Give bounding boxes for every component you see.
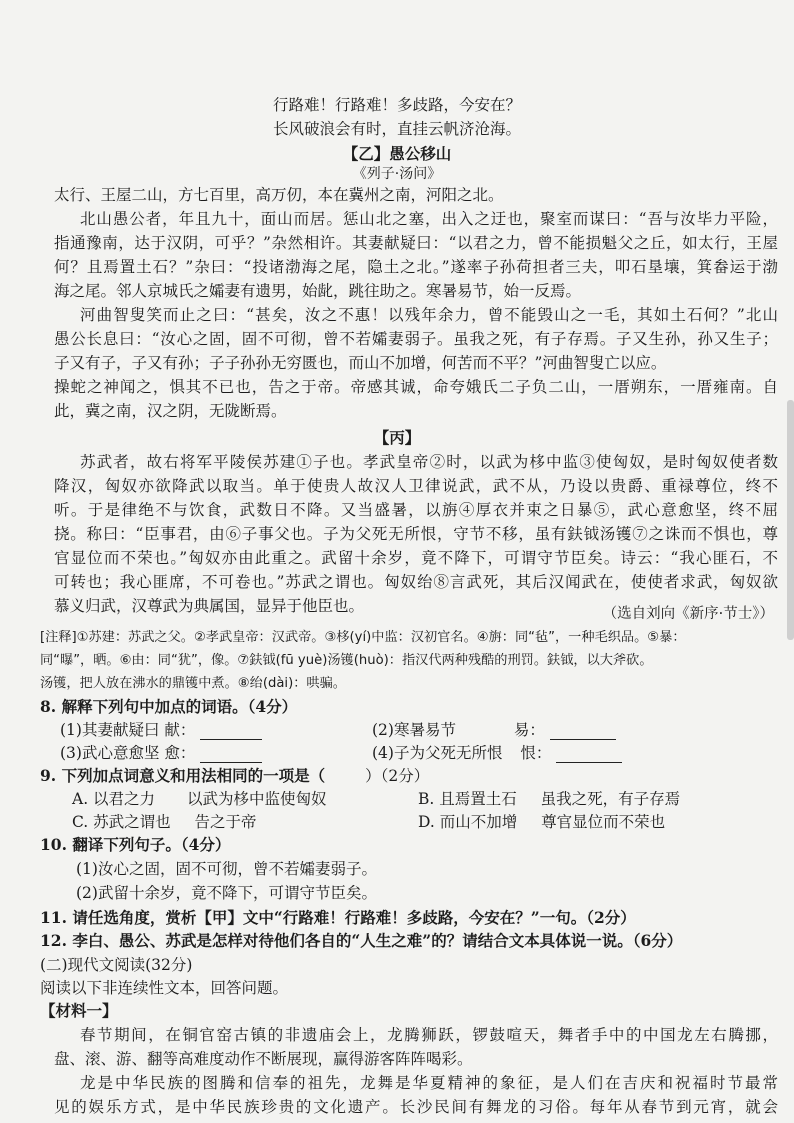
q9-option-b-label: B. 且焉置土石: [418, 790, 517, 808]
q8-answer-1[interactable]: [200, 723, 262, 740]
q9-option-a-pair: 以武为栘中监使匈奴: [186, 790, 327, 808]
q9-option-d-label: D. 而山不加增: [418, 813, 518, 831]
yi-p2-l4: 海之尾。邻人京城氏之孀妻有遗男，始龀，跳往助之。寒暑易节，始一反焉。: [54, 282, 582, 300]
yi-heading: 【乙】愚公移山: [342, 144, 452, 163]
notes-line-3: 汤镬，把人放在沸水的鼎镬中煮。⑧绐(dài)：哄骗。: [40, 676, 346, 691]
q9-option-c-label: C. 苏武之谓也: [72, 813, 171, 831]
q9-option-a[interactable]: [72, 789, 326, 809]
q8-item-1-word: 献：: [164, 721, 196, 739]
bing-heading: 【丙】: [373, 428, 421, 447]
q8-stem: 8. 解释下列句中加点的词语。（4分）: [40, 697, 298, 716]
yi-source: 《列子·汤问》: [352, 166, 442, 182]
q8-answer-4[interactable]: [556, 746, 622, 763]
material-1-p1-l1: 春节期间，在铜官窑古镇的非遗庙会上，龙腾狮跃，锣鼓喧天，舞者手中的中国龙左右腾挪，: [80, 1026, 778, 1044]
bing-l1: 苏武者，故右将军平陵侯苏建①子也。孝武皇帝②时，以武为栘中监③使匈奴，是时匈奴使者数: [80, 453, 778, 471]
yi-p4-l1: 操蛇之神闻之，惧其不已也，告之于帝。帝感其诚，命夸娥氏二子负二山，一厝朔东，一厝雍南。自: [54, 378, 778, 396]
yi-p3-l2: 愚公长息曰：“汝心之固，固不可彻，曾不若孀妻弱子。虽我之死，有子存焉。子又生孙，孙又生子；: [54, 330, 778, 348]
q9-stem-line: [40, 766, 429, 786]
q8-item-4-sentence: (4)子为父死无所恨: [372, 744, 503, 762]
q9-option-c-pair: 告之于帝: [194, 813, 257, 831]
q9-option-b[interactable]: [418, 789, 680, 809]
q8-item-2-word: 易：: [513, 721, 545, 739]
yi-p2-l3: 何？且焉置土石？”杂曰：“投诸渤海之尾，隐土之北。”遂率子孙荷担者三夫，叩石垦壤，箕畚运于渤: [54, 258, 778, 276]
bing-l7: 慕义归武，汉尊武为典属国，显异于他臣也。: [54, 597, 365, 615]
q10-sentence-2: (2)武留十余岁，竟不降下，可谓守节臣矣。: [76, 884, 377, 902]
q10-stem: 10. 翻译下列句子。（4分）: [40, 835, 231, 854]
q9-stem: 9. 下列加点词意义和用法相同的一项是（: [40, 766, 326, 785]
notes-line-2: 同“曝”，晒。⑥由：同“犹”，像。⑦鈇钺(fū yuè)汤镬(huò)：指汉代两种残酷的刑罚。鈇钺，以大斧砍。: [40, 653, 653, 668]
q8-answer-3[interactable]: [200, 746, 262, 763]
q8-item-4-word: 恨：: [520, 744, 552, 762]
q9-score: ）（2分）: [365, 767, 430, 785]
page-scrollbar[interactable]: [787, 400, 794, 640]
poem-line-2: 长风破浪会有时，直挂云帆济沧海。: [272, 120, 521, 138]
q8-item-1: [60, 720, 262, 740]
bing-l4: 挠。称曰：“臣事君，由⑥子事父也。子为父死无所恨，守节不移，虽有鈇钺汤镬⑦之诛而不惧也，尊: [54, 525, 778, 543]
bing-l5: 官显位而不荣也。”匈奴亦由此重之。武留十余岁，竟不降下，可谓守节臣矣。诗云：“我心匪石，不: [54, 549, 778, 567]
material-1-heading: 【材料一】: [40, 1001, 118, 1020]
q8-answer-2[interactable]: [550, 723, 616, 740]
yi-p4-l2: 此，冀之南，汉之阴，无陇断焉。: [54, 402, 287, 420]
q8-item-2: [372, 720, 616, 740]
q10-sentence-1: (1)汝心之固，固不可彻，曾不若孀妻弱子。: [76, 860, 377, 878]
q9-option-d-pair: 尊官显位而不荣也: [541, 813, 666, 831]
material-1-p2-l2: 见的娱乐方式，是中华民族珍贵的文化遗产。长沙民间有舞龙的习俗。每年从春节到元宵，就会: [54, 1098, 778, 1116]
bing-l3: 听。于是律绝不与饮食，武数日不降。又当盛暑，以旃④厚衣并束之日暴⑤，武心意愈坚，终不屈: [54, 501, 778, 519]
yi-p3-l3: 子又有子，子又有孙；子子孙孙无穷匮也，而山不加增，何苦而不平？”河曲智叟亡以应。: [54, 354, 667, 372]
q8-item-3-sentence: (3)武心意愈坚: [60, 744, 160, 762]
q12: 12. 李白、愚公、苏武是怎样对待他们各自的“人生之难”的？请结合文本具体说一说。（6分）: [40, 931, 683, 950]
material-1-p2-l1: 龙是中华民族的图腾和信奉的祖先，龙舞是华夏精神的象征，是人们在吉庆和祝福时节最常: [80, 1074, 778, 1092]
modern-intro: 阅读以下非连续性文本，回答问题。: [40, 979, 289, 997]
notes-line-1: [注释]①苏建：苏武之父。②孝武皇帝：汉武帝。③栘(yí)中监：汉初官名。④旃：同“毡”，一种毛织品。⑤暴：: [40, 630, 686, 645]
q9-option-a-label: A. 以君之力: [72, 790, 156, 808]
yi-p3-l1: 河曲智叟笑而止之曰：“甚矣，汝之不惠！以残年余力，曾不能毁山之一毛，其如土石何？”北山: [80, 306, 778, 324]
poem-line-1: 行路难！行路难！多歧路，今安在？: [272, 96, 521, 114]
yi-p1: 太行、王屋二山，方七百里，高万仞，本在冀州之南，河阳之北。: [54, 186, 504, 204]
q8-item-1-sentence: (1)其妻献疑曰: [60, 721, 160, 739]
q11: 11. 请任选角度，赏析【甲】文中“行路难！行路难！多歧路，今安在？”一句。（2分）: [40, 908, 636, 927]
q9-option-c[interactable]: [72, 812, 257, 832]
q9-option-b-pair: 虽我之死，有子存焉: [540, 790, 681, 808]
bing-l2: 降汉，匈奴亦欲降武以取当。单于使贵人故汉人卫律说武，武不从，乃设以贵爵、重禄尊位，终不: [54, 477, 778, 495]
q8-item-2-sentence: (2)寒暑易节: [372, 721, 456, 739]
yi-p2-l1: 北山愚公者，年且九十，面山而居。惩山北之塞，出入之迂也，聚室而谋曰：“吾与汝毕力平险，: [80, 210, 778, 228]
bing-source: （选自刘向《新序·节士》）: [602, 606, 774, 622]
material-1-p1-l2: 盘、滚、游、翻等高难度动作不断展现，赢得游客阵阵喝彩。: [54, 1050, 473, 1068]
yi-p2-l2: 指通豫南，达于汉阴，可乎？”杂然相许。其妻献疑曰：“以君之力，曾不能损魁父之丘，如太行，王屋: [54, 234, 778, 252]
q8-item-3: [60, 743, 262, 763]
q9-option-d[interactable]: [418, 812, 665, 832]
q8-item-4: [372, 743, 622, 763]
modern-heading: (二)现代文阅读(32分): [40, 956, 193, 974]
bing-l6: 可转也；我心匪席，不可卷也。”苏武之谓也。匈奴绐⑧言武死，其后汉闻武在，使使者求武，匈奴欲: [54, 573, 778, 591]
q8-item-3-word: 愈：: [164, 744, 196, 762]
